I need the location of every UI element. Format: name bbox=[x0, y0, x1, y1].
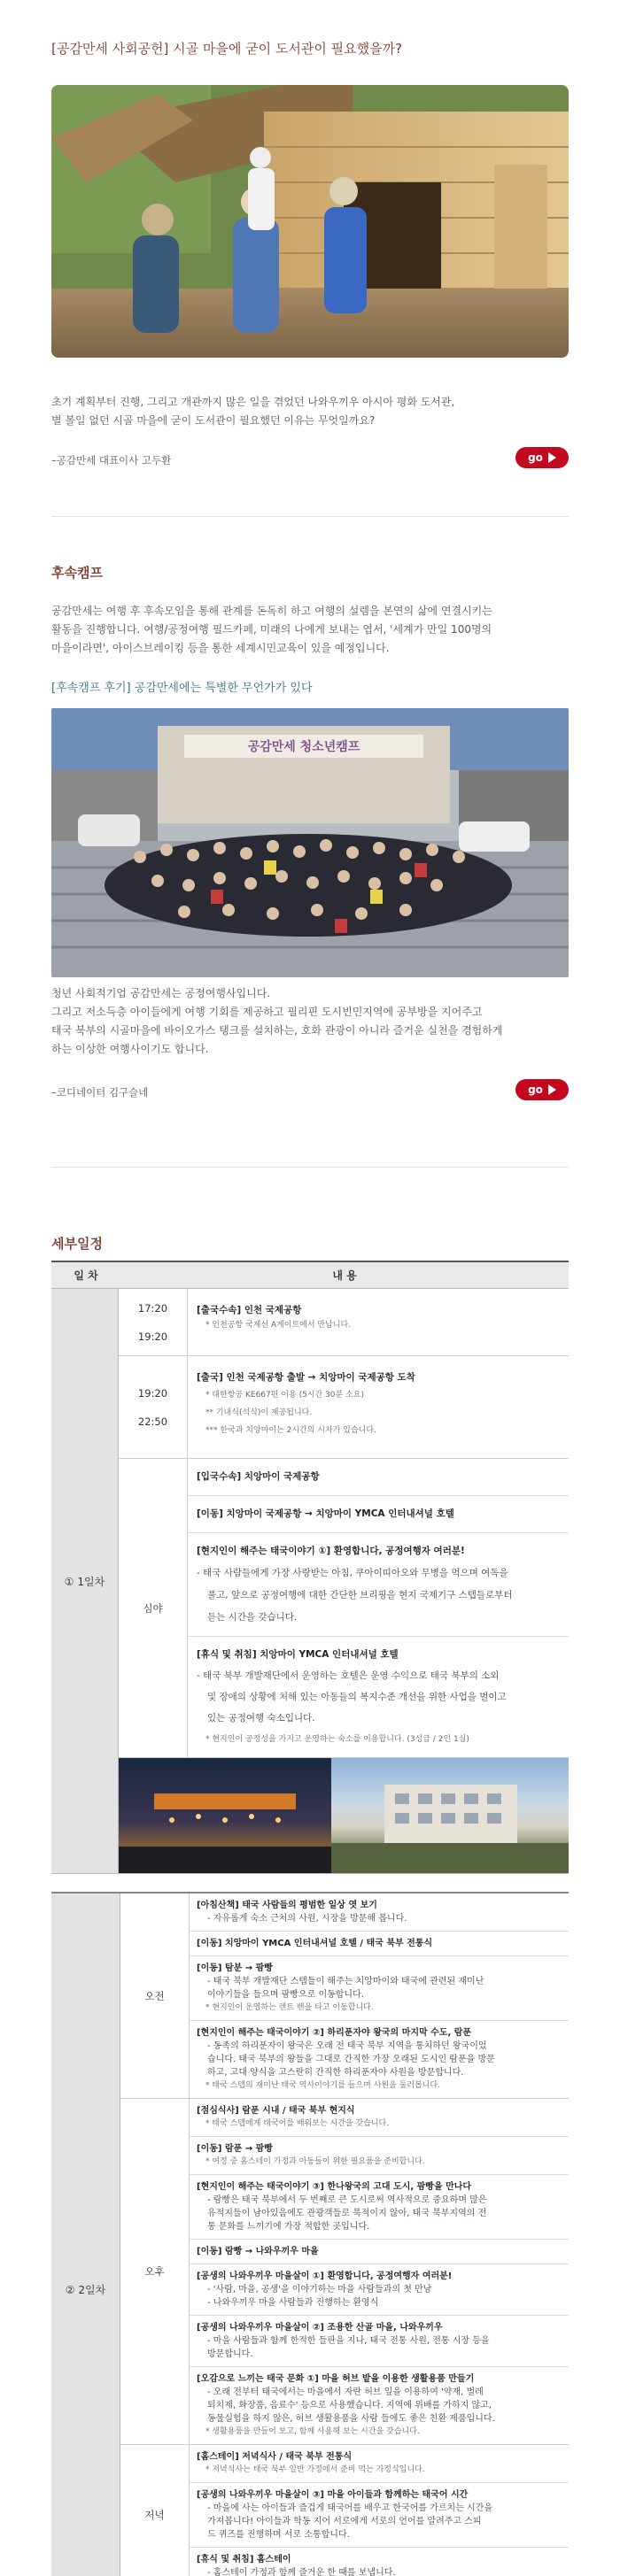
time-label: 저녁 bbox=[144, 2509, 165, 2521]
item-body: 퇴치제, 화장품, 음료수' 등으로 사용했습니다. 지역에 위배를 가하지 않고, bbox=[207, 2401, 492, 2410]
item-body: 하고, 고대 양식을 고스란히 간직한 하리푼자야 사원을 방문합니다. bbox=[207, 2068, 464, 2078]
item-title: [휴식 및 취침] 치앙마이 YMCA 인터내셔널 호텔 bbox=[197, 1649, 399, 1660]
item-body: - 태국 북부 개발재단에서 운영하는 호텔은 운영 수익으로 태국 북부의 소외 bbox=[197, 1670, 500, 1681]
night-street-photo bbox=[119, 1758, 331, 1873]
header-day: 일 차 bbox=[74, 1269, 98, 1282]
schedule-item bbox=[190, 2445, 569, 2483]
item-body: 가져봅니다! 아이들과 학동 지어 서로에게 서로의 언어를 알려주고 스피 bbox=[207, 2517, 482, 2526]
day2-label: ② 2일차 bbox=[51, 1893, 120, 2576]
item-body: 방문합니다. bbox=[207, 2349, 253, 2359]
item-body: 습니다. 태국 북부의 왕들을 그대로 간직한 가장 오래된 도시인 람푼을 방문 bbox=[207, 2055, 495, 2064]
time-start: 17:20 bbox=[137, 1301, 168, 1315]
item-body: - '사람, 마을, 공생'을 이야기하는 마을 사람들과의 첫 만남 bbox=[207, 2285, 432, 2294]
intro-line: 별 볼일 없던 시골 마을에 굳이 도서관이 필요했던 이유는 무엇일까요? bbox=[51, 414, 376, 427]
item-body: - 람빵은 태국 북부에서 두 번째로 큰 도시로써 역사적으로 중요하며 많은 bbox=[207, 2195, 487, 2205]
item-note: * 여정 중 홈스테이 가정과 아동들이 위한 필요품을 준비합니다. bbox=[205, 2157, 425, 2166]
item-title: [점심식사] 람푼 시내 / 태국 북부 현지식 bbox=[197, 2106, 355, 2116]
time-label: 오후 bbox=[144, 2265, 165, 2278]
time-cell bbox=[119, 1289, 188, 1355]
item-title: [현지인이 해주는 태국이야기 ①] 환영합니다, 공정여행자 여러분! bbox=[197, 1546, 465, 1556]
library-construction-photo bbox=[51, 85, 569, 358]
camp-line: 마을이라면', 아이스브레이킹 등을 통한 세계시민교육이 있을 예정입니다. bbox=[51, 642, 390, 654]
item-note: * 현지인이 공정성을 가지고 운영하는 숙소를 이용합니다. (3성급 / 2인 1실) bbox=[205, 1735, 469, 1744]
go-label: go bbox=[528, 1084, 543, 1096]
schedule-item bbox=[188, 1289, 569, 1340]
day1-slot1 bbox=[119, 1289, 569, 1356]
item-title: [이동] 람빵 → 나와우끼우 마을 bbox=[197, 2247, 319, 2256]
item-title: [오감으로 느끼는 태국 문화 ①] 마을 허브 밭을 이용한 생활용품 만들기 bbox=[197, 2374, 475, 2384]
item-body: 및 장애의 상황에 처해 있는 아동들의 복지수준 개선을 위한 사업을 벌이고 bbox=[207, 1692, 507, 1702]
intro-paragraph bbox=[51, 393, 454, 430]
item-title: [이동] 치앙마이 국제공항 → 치앙마이 YMCA 인터내셔널 호텔 bbox=[197, 1508, 454, 1519]
day2-evening bbox=[120, 2445, 569, 2576]
item-body: 통 문화를 느끼기에 가장 적합한 곳입니다. bbox=[207, 2222, 370, 2232]
item-note: * 대한항공 KE667편 이용 (5시간 30분 소요) bbox=[205, 1391, 364, 1400]
item-title: [이동] 탐분 → 팜빵 bbox=[197, 1963, 273, 1973]
item-body: - 동족의 하리푼자이 왕국은 오래 전 태국 북부 지역을 통치하던 왕국이었 bbox=[207, 2041, 487, 2051]
camp-line: 하는 이상한 여행사이기도 합니다. bbox=[51, 1043, 209, 1055]
item-body: 드 퀴즈를 진행하며 서로 소통합니다. bbox=[207, 2530, 350, 2540]
time-cell bbox=[120, 2445, 190, 2576]
item-body: 듣는 시간을 갖습니다. bbox=[207, 1612, 298, 1623]
item-title: [출국수속] 인천 국제공항 bbox=[197, 1305, 302, 1315]
schedule-item bbox=[190, 2483, 569, 2548]
item-body: 동물실험을 하지 않은, 허브 생활용품을 사람 들에도 좋은 친환 제품입니다. bbox=[207, 2414, 495, 2424]
time-cell bbox=[119, 1356, 188, 1458]
item-note: ** 기내식(석식)이 제공됩니다. bbox=[205, 1408, 313, 1417]
item-body: 풀고, 앞으로 공정여행에 대한 간단한 브리핑을 현지 국제기구 스텝들로부터 bbox=[207, 1590, 513, 1600]
item-body: - 오래 전부터 태국에서는 마을에서 자란 허브 잎을 이용하여 '약재, 벌레 bbox=[207, 2387, 484, 2397]
day1-label: ① 1일차 bbox=[51, 1289, 119, 1873]
item-title: [공생의 나와우끼우 마을살이 ③] 마을 아이들과 함께하는 태국어 시간 bbox=[197, 2490, 469, 2500]
camp-signature: –코디네이터 김구슬네 bbox=[51, 1086, 149, 1099]
item-title: [현지인이 해주는 태국이야기 ③] 한나왕국의 고대 도시, 팜빵을 만나다 bbox=[197, 2182, 472, 2192]
day1-night bbox=[119, 1459, 569, 1758]
item-note: * 태국 스텝에게 태국어를 배워보는 시간을 갖습니다. bbox=[205, 2119, 390, 2128]
item-body: - 마을 사람들과 함께 한적한 들판을 지나, 태국 전통 사원, 전통 시장 등을 bbox=[207, 2336, 490, 2346]
schedule-item bbox=[190, 2137, 569, 2175]
schedule-item bbox=[190, 2021, 569, 2098]
item-title: [출국] 인천 국제공항 출발 → 치앙마이 국제공항 도착 bbox=[197, 1372, 415, 1383]
item-title: [이동] 람푼 → 팜빵 bbox=[197, 2144, 273, 2154]
item-note: * 저녁식사는 태국 북부 일반 가정에서 준비 먹는 가정식입니다. bbox=[205, 2465, 425, 2474]
time-label: 심야 bbox=[143, 1601, 163, 1615]
item-title: [공생의 나와우끼우 마을살이 ②] 조용한 산골 마을, 나와우끼우 bbox=[197, 2323, 443, 2333]
intro-go-button[interactable] bbox=[515, 447, 569, 468]
ymca-hotel-photo bbox=[331, 1758, 569, 1873]
schedule-item bbox=[190, 1932, 569, 1956]
schedule-item bbox=[190, 1893, 569, 1932]
schedule-header-row bbox=[51, 1262, 569, 1289]
time-cell bbox=[120, 1893, 190, 2098]
item-body: - 나와우끼우 마을 사람들과 진행하는 환영식 bbox=[207, 2298, 379, 2308]
time-label: 오전 bbox=[144, 1989, 165, 2002]
schedule-item bbox=[190, 2548, 569, 2576]
item-body: - 마을에 사는 아이들과 즐겁게 태국어를 배우고 한국어를 가르치는 시간을 bbox=[207, 2503, 493, 2513]
day1-slot2 bbox=[119, 1356, 569, 1459]
header-content: 내 용 bbox=[332, 1269, 357, 1282]
time-cell bbox=[119, 1459, 188, 1757]
item-body: - 태국 북부 개발재단 스텝들이 해주는 치앙마이와 태국에 관련된 재미난 bbox=[207, 1977, 484, 1986]
item-title: [이동] 치앙마이 YMCA 인터내셔널 호텔 / 태국 북부 전통식 bbox=[197, 1939, 433, 1948]
item-body: - 태국 사람들에게 가장 사랑받는 아침, 쿠아이띠아오와 무병을 먹으며 여독을 bbox=[197, 1568, 508, 1578]
schedule-item bbox=[190, 2264, 569, 2316]
day2-afternoon bbox=[120, 2099, 569, 2445]
day1-row bbox=[51, 1289, 569, 1874]
item-title: [공생의 나와우끼우 마을살이 ①] 환영합니다, 공정여행자 여러분! bbox=[197, 2271, 453, 2281]
item-body: - 자유롭게 숙소 근처의 사원, 시장을 방문해 봅니다. bbox=[207, 1914, 407, 1924]
item-body: - 홈스테이 가정과 함께 즐거운 한 때를 보냅니다. bbox=[207, 2568, 396, 2576]
item-note: * 인천공항 국제선 A게이트에서 만납니다. bbox=[205, 1321, 352, 1330]
time-start: 19:20 bbox=[137, 1386, 168, 1400]
schedule-item bbox=[190, 1956, 569, 2021]
schedule-item bbox=[190, 2099, 569, 2137]
time-end: 22:50 bbox=[137, 1415, 168, 1428]
camp-subheading[interactable]: [후속캠프 후기] 공감만세에는 특별한 무언가가 있다 bbox=[51, 682, 313, 695]
camp-line: 공감만세는 여행 후 후속모임을 통해 관계를 돈독히 하고 여행의 설렘을 본연의 삶에 연결시키는 bbox=[51, 605, 492, 617]
item-body: 유적지들이 남아있음에도 관광객들로 북적이지 않아, 태국 북부지역의 전 bbox=[207, 2209, 487, 2218]
time-end: 19:20 bbox=[137, 1330, 168, 1343]
camp-line: 그리고 저소득층 아이들에게 여행 기회를 제공하고 필리핀 도시빈민지역에 공부방을 지어주고 bbox=[51, 1006, 483, 1018]
item-note: *** 한국과 치앙마이는 2시간의 시차가 있습니다. bbox=[205, 1426, 376, 1435]
camp-heading: 후속캠프 bbox=[51, 565, 103, 581]
time-cell bbox=[120, 2099, 190, 2444]
camp-go-button[interactable] bbox=[515, 1079, 569, 1100]
item-title: [홈스테이] 저녁식사 / 태국 북부 전통식 bbox=[197, 2452, 353, 2462]
item-note: * 현지인이 운영하는 렌트 밴을 타고 이동합니다. bbox=[205, 2003, 374, 2012]
item-note: * 태국 스텝의 재미난 태국 역사이야기를 들으며 사원을 둘러봅니다. bbox=[205, 2081, 440, 2090]
schedule-item bbox=[188, 1496, 569, 1533]
schedule-item bbox=[190, 2316, 569, 2367]
schedule-item bbox=[190, 2367, 569, 2444]
play-arrow-icon bbox=[548, 1084, 556, 1095]
play-arrow-icon bbox=[548, 452, 556, 463]
item-body: 있는 공정여행 숙소입니다. bbox=[207, 1713, 315, 1724]
item-title: [아침산책] 태국 사람들의 평범한 일상 엿 보기 bbox=[197, 1901, 377, 1910]
schedule-item bbox=[188, 1356, 569, 1446]
camp-paragraph-2 bbox=[51, 984, 502, 1059]
divider bbox=[51, 516, 569, 517]
day1-photos bbox=[119, 1758, 569, 1873]
item-title: [휴식 및 취침] 홈스테이 bbox=[197, 2555, 291, 2564]
item-title: [현지인이 해주는 태국이야기 ②] 하리푼자야 왕국의 마지막 수도, 람푼 bbox=[197, 2028, 472, 2038]
schedule-item bbox=[188, 1533, 569, 1637]
camp-line: 태국 북부의 시골마을에 바이오가스 탱크를 설치하는, 호화 관광이 아니라 즐거운 실천을 경험하게 bbox=[51, 1024, 503, 1037]
go-label: go bbox=[528, 451, 543, 464]
divider bbox=[51, 1167, 569, 1168]
item-note: * 생활용품을 만들어 보고, 함께 사용해 보는 시간을 갖습니다. bbox=[205, 2427, 420, 2436]
camp-sign-text: 공감만세 청소년캠프 bbox=[247, 740, 360, 754]
schedule-heading: 세부일정 bbox=[51, 1236, 103, 1252]
schedule-table bbox=[51, 1261, 569, 2576]
schedule-item bbox=[190, 2240, 569, 2264]
item-title: [입국수속] 치앙마이 국제공항 bbox=[197, 1471, 320, 1482]
intro-signature: –공감만세 대표이사 고두환 bbox=[51, 454, 172, 467]
intro-title: [공감만세 사회공헌] 시골 마을에 굳이 도서관이 필요했을까? bbox=[51, 41, 403, 57]
camp-group-photo bbox=[51, 708, 569, 977]
camp-paragraph bbox=[51, 602, 492, 658]
schedule-item bbox=[188, 1459, 569, 1496]
schedule-item bbox=[190, 2175, 569, 2240]
schedule-item bbox=[188, 1637, 569, 1757]
camp-line: 활동을 진행합니다. 여행/공정여행 필드카페, 미래의 나에게 보내는 엽서, '세계가 만일 100명의 bbox=[51, 623, 492, 636]
camp-line: 청년 사회적기업 공감만세는 공정여행사입니다. bbox=[51, 987, 271, 999]
intro-line: 초기 계획부터 진행, 그리고 개관까지 많은 일을 겪었던 나와우끼우 아시아 평화 도서관, bbox=[51, 396, 455, 408]
item-body: 이야기들을 들으며 팜빵으로 이동합니다. bbox=[207, 1990, 364, 2000]
day2-row bbox=[51, 1892, 569, 2576]
day2-morning bbox=[120, 1893, 569, 2099]
